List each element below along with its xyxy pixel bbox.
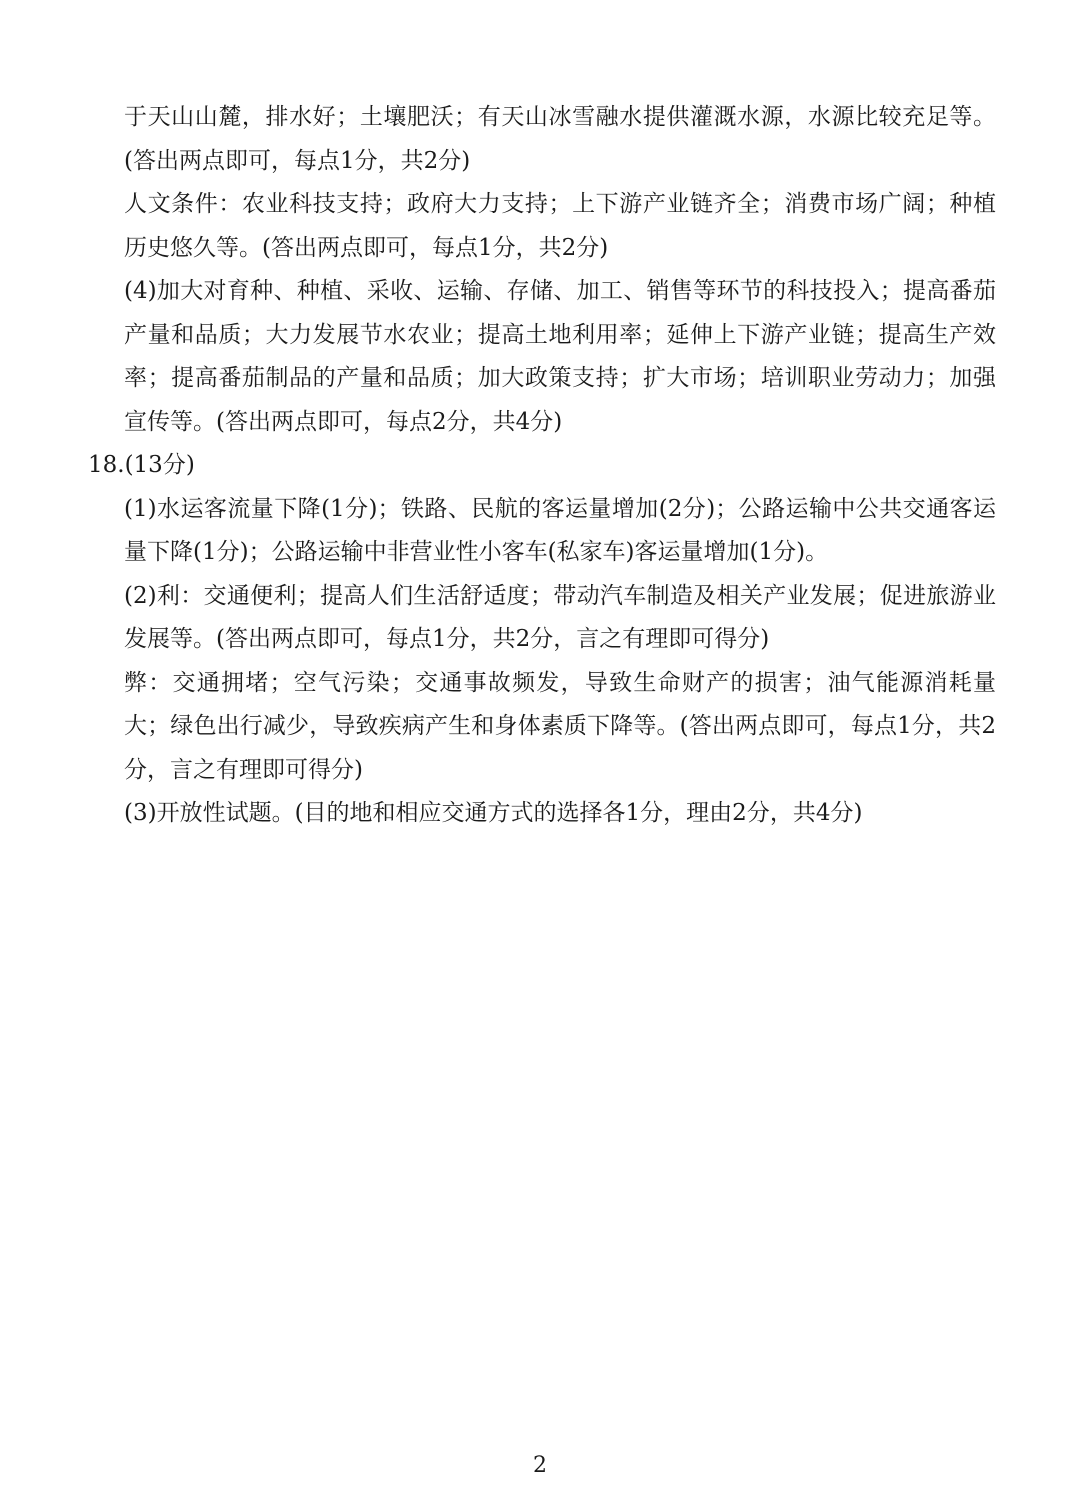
q18-part-3-answer: (3)开放性试题。(目的地和相应交通方式的选择各1分，理由2分，共4分) (124, 800, 863, 826)
part-4-answer: (4)加大对育种、种植、采收、运输、存储、加工、销售等环节的科技投入；提高番茄产量和品质；大力发展节水农业；提高土地利用率；延伸上下游产业链；提高生产效率；提高番茄制品的产量和品质；加大政策支持；扩大市场；培训职业劳动力；加强宣传等。(答出两点即可，每点2分，共4分) (124, 278, 996, 435)
question-18-heading: 18.(13分) (88, 452, 195, 478)
answer-key-body (88, 96, 996, 836)
q18-part-2-advantages: (2)利：交通便利；提高人们生活舒适度；带动汽车制造及相关产业发展；促进旅游业发展等。(答出两点即可，每点1分，共2分，言之有理即可得分) (124, 582, 996, 652)
page-number: 2 (533, 1453, 547, 1478)
natural-conditions-continued: 于天山山麓，排水好；土壤肥沃；有天山冰雪融水提供灌溉水源，水源比较充足等。(答出两点即可，每点1分，共2分) (124, 104, 996, 174)
human-conditions-answer: 人文条件：农业科技支持；政府大力支持；上下游产业链齐全；消费市场广阔；种植历史悠久等。(答出两点即可，每点1分，共2分) (124, 191, 996, 261)
q18-part-1-answer: (1)水运客流量下降(1分)；铁路、民航的客运量增加(2分)；公路运输中公共交通客运量下降(1分)；公路运输中非营业性小客车(私家车)客运量增加(1分)。 (124, 495, 996, 565)
q18-part-2-disadvantages: 弊：交通拥堵；空气污染；交通事故频发，导致生命财产的损害；油气能源消耗量大；绿色出行减少，导致疾病产生和身体素质下降等。(答出两点即可，每点1分，共2分，言之有理即可得分) (124, 669, 996, 783)
